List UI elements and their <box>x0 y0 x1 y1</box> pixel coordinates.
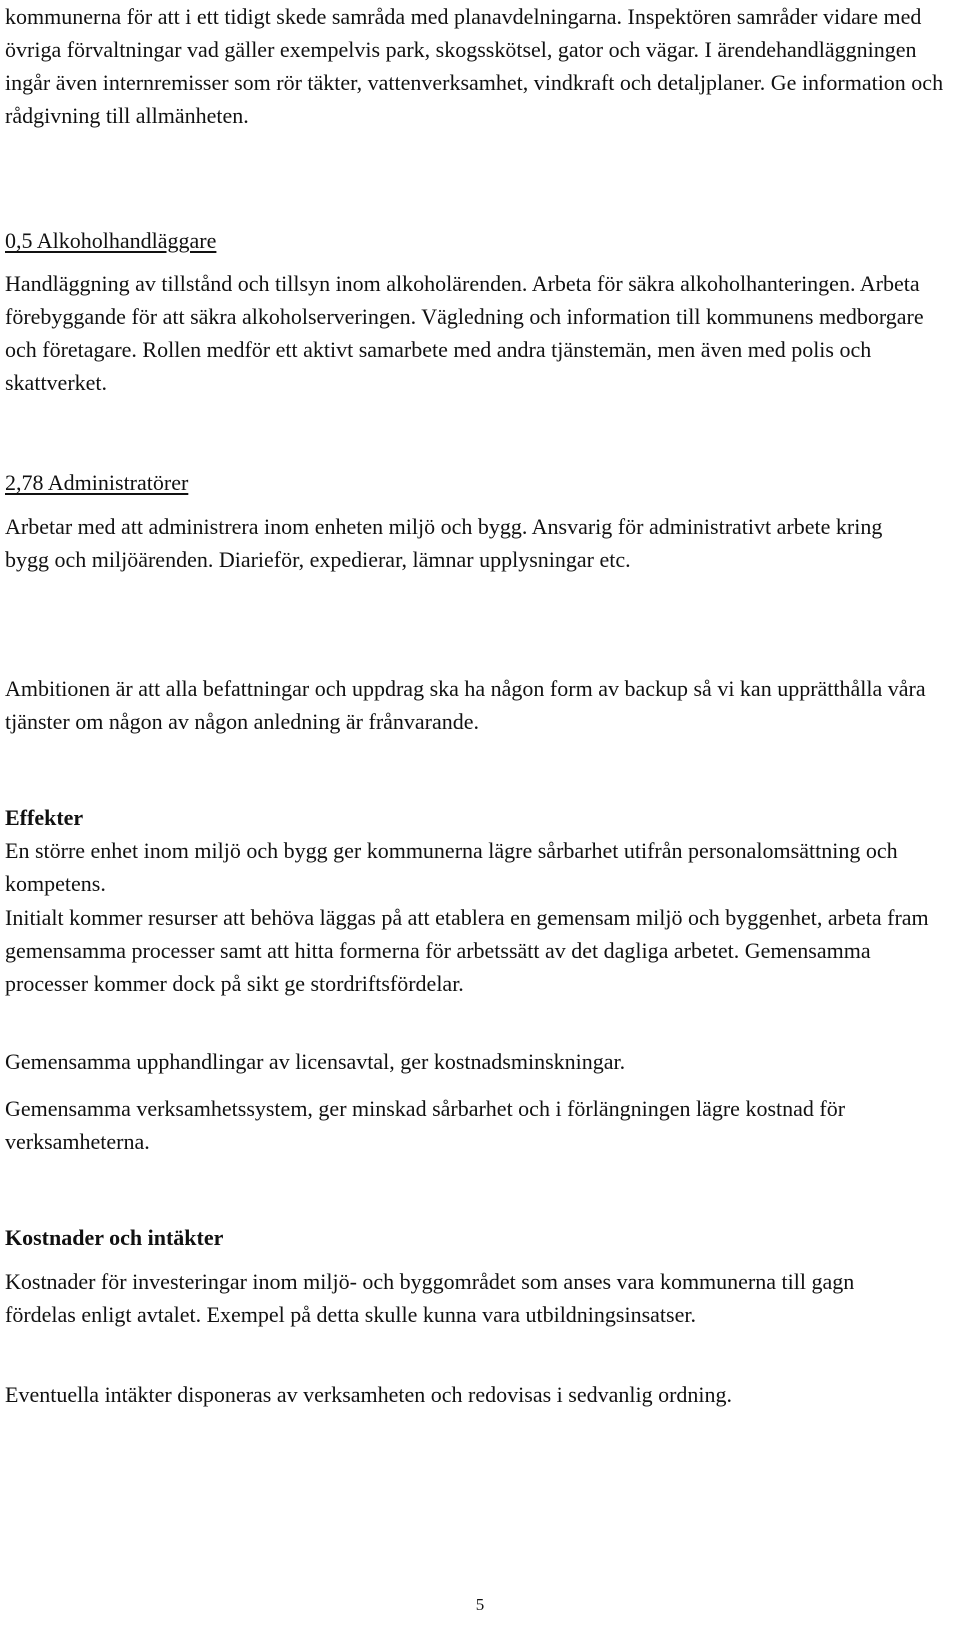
kostnader-heading: Kostnader och intäkter <box>5 1225 224 1250</box>
admin-paragraph: Arbetar med att administrera inom enheten miljö och bygg. Ansvarig för administrativt arbete kring bygg och miljöärenden. Diarieför, expedierar, lämnar upplysningar etc. <box>5 514 883 572</box>
ambition-paragraph: Ambitionen är att alla befattningar och uppdrag ska ha någon form av backup så vi kan upprätthålla våra tjänster om någon av någon anledning är frånvarande. <box>5 676 926 734</box>
effekter-paragraph-2: Initialt kommer resurser att behöva läggas på att etablera en gemensam miljö och byggenhet, arbeta fram gemensamma processer samt att hitta formerna för arbetssätt av det dagliga arbetet. Gemensamma processer kommer dock på sikt ge stordriftsfördelar. <box>5 905 929 996</box>
effekter-heading: Effekter <box>5 805 84 830</box>
effekter-paragraph-3: Gemensamma upphandlingar av licensavtal, ger kostnadsminskningar. <box>5 1049 626 1074</box>
page-number: 5 <box>475 1595 485 1614</box>
admin-heading: 2,78 Administratörer <box>5 470 189 495</box>
alkohol-heading: 0,5 Alkoholhandläggare <box>5 228 217 253</box>
intro-paragraph: kommunerna för att i ett tidigt skede samråda med planavdelningarna. Inspektören samråder vidare med övriga förvaltningar vad gäller exempelvis park, skogsskötsel, gator och vägar. I ärendehandläggningen ingår även internremisser som rör täkter, vattenverksamhet, vindkraft och detaljplaner. Ge information och rådgivning till allmänheten. <box>5 4 944 128</box>
alkohol-paragraph: Handläggning av tillstånd och tillsyn inom alkoholärenden. Arbeta för säkra alkoholhanteringen. Arbeta förebyggande för att säkra alkoholserveringen. Vägledning och information till kommunens medborgare och företagare. Rollen medför ett aktivt samarbete med andra tjänstemän, men även med polis och skattverket. <box>5 271 924 395</box>
effekter-paragraph-4: Gemensamma verksamhetssystem, ger minskad sårbarhet och i förlängningen lägre kostnad för verksamheterna. <box>5 1096 846 1154</box>
kostnader-paragraph-1: Kostnader för investeringar inom miljö- och byggområdet som anses vara kommunerna till gagn fördelas enligt avtalet. Exempel på detta skulle kunna vara utbildningsinsatser. <box>5 1269 855 1327</box>
effekter-paragraph-1: En större enhet inom miljö och bygg ger kommunerna lägre sårbarhet utifrån personalomsättning och kompetens. <box>5 838 898 896</box>
kostnader-paragraph-2: Eventuella intäkter disponeras av verksamheten och redovisas i sedvanlig ordning. <box>5 1382 733 1407</box>
